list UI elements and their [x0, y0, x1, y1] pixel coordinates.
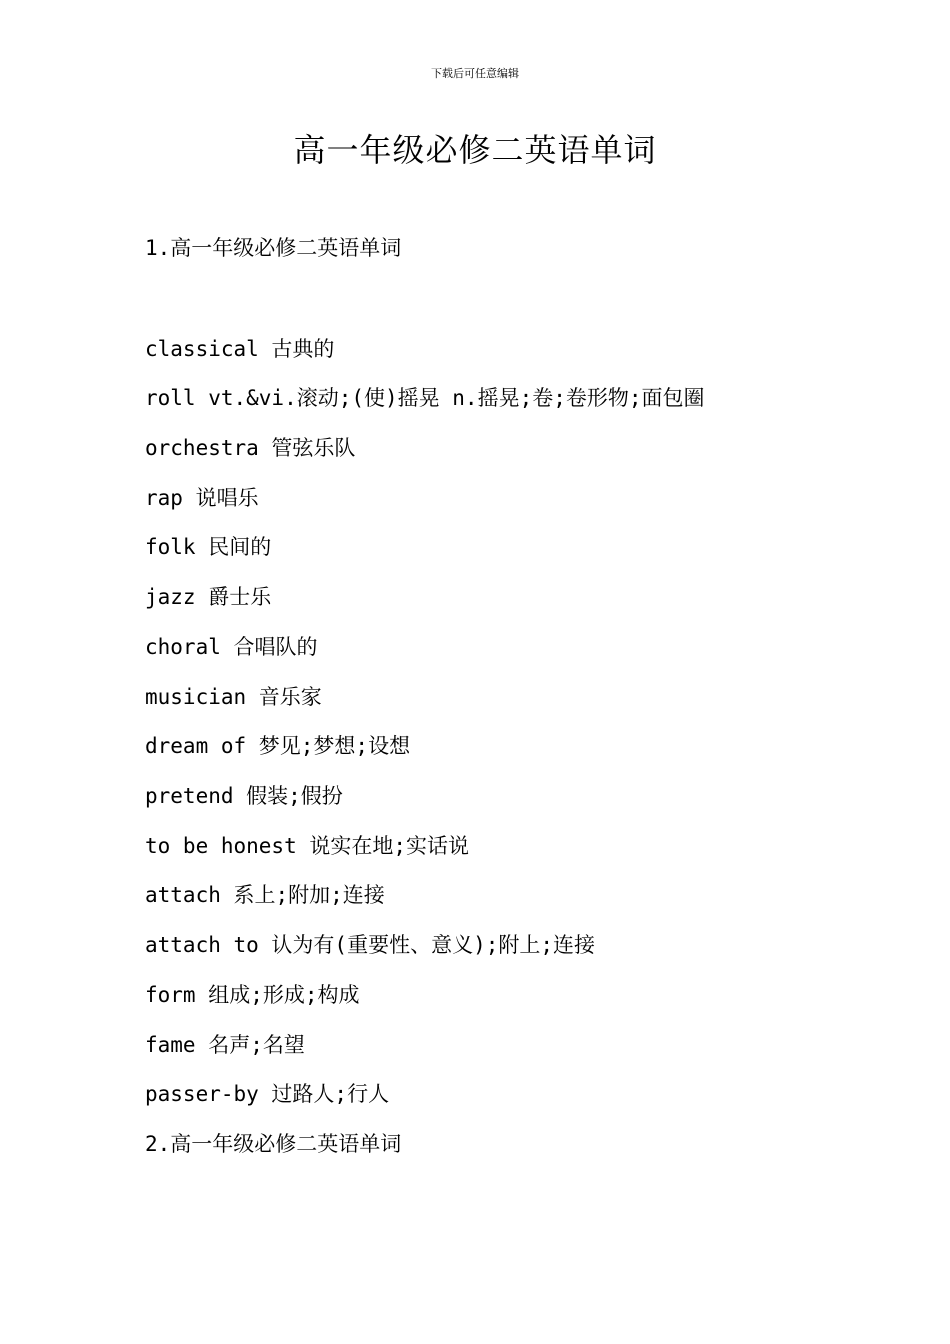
- vocab-entry: orchestra 管弦乐队: [145, 436, 356, 460]
- vocab-entry: folk 民间的: [145, 535, 272, 559]
- vocab-entry: rap 说唱乐: [145, 486, 259, 510]
- section-heading: 2.高一年级必修二英语单词: [145, 1132, 402, 1156]
- vocab-entry: roll vt.&vi.滚动;(使)摇晃 n.摇晃;卷;卷形物;面包圈: [145, 386, 705, 410]
- vocab-entry: jazz 爵士乐: [145, 585, 272, 609]
- vocab-entry: pretend 假装;假扮: [145, 784, 343, 808]
- vocab-entry: attach to 认为有(重要性、意义);附上;连接: [145, 933, 596, 957]
- vocab-entry: form 组成;形成;构成: [145, 983, 360, 1007]
- vocab-entry: choral 合唱队的: [145, 635, 318, 659]
- document-title: 高一年级必修二英语单词: [293, 131, 657, 169]
- vocab-entry: musician 音乐家: [145, 685, 322, 709]
- vocab-entry: to be honest 说实在地;实话说: [145, 834, 470, 858]
- page-header-note: 下载后可任意编辑: [431, 67, 519, 80]
- vocab-entry: dream of 梦见;梦想;设想: [145, 734, 411, 758]
- vocab-entry: passer-by 过路人;行人: [145, 1082, 390, 1106]
- vocab-entry: classical 古典的: [145, 337, 335, 361]
- vocab-entry: fame 名声;名望: [145, 1033, 305, 1057]
- section-heading: 1.高一年级必修二英语单词: [145, 236, 402, 260]
- vocab-entry: attach 系上;附加;连接: [145, 883, 385, 907]
